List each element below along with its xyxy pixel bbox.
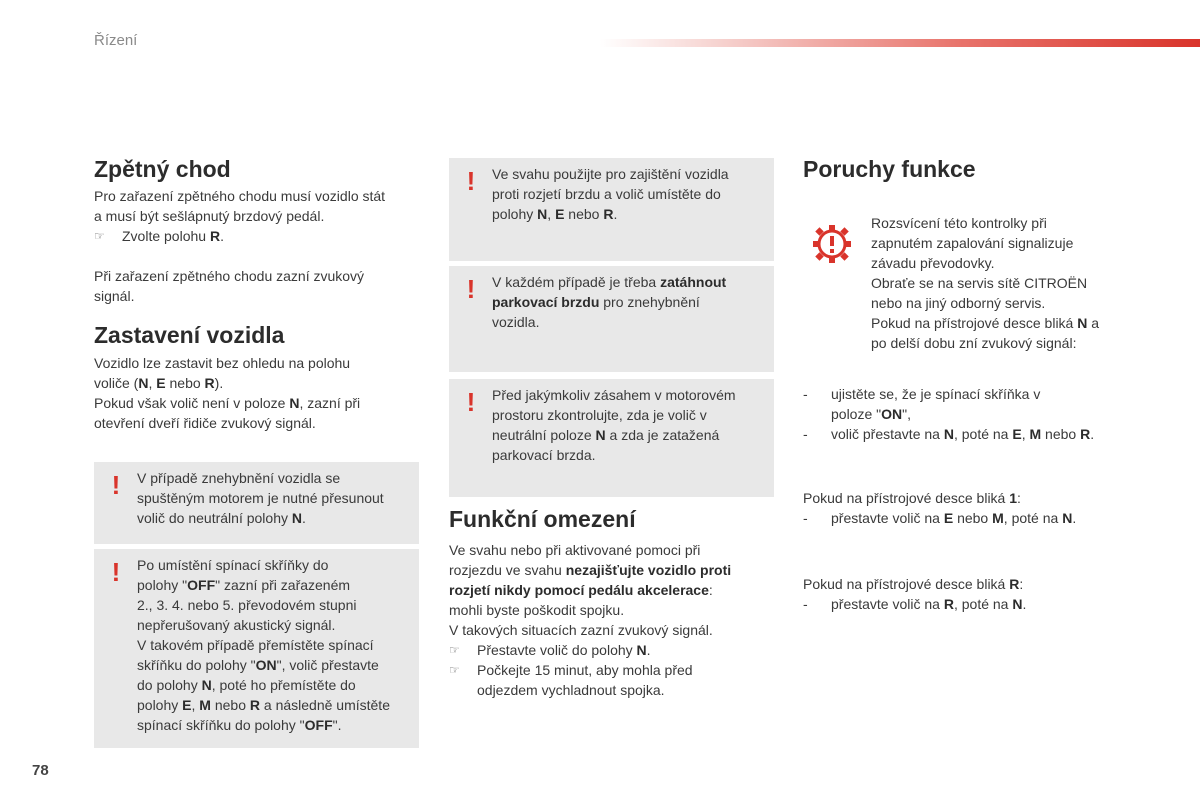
text-line: Pokud však volič není v poloze N, zazní při [94,395,361,411]
text-line: rozjezdu ve svahu nezajišťujte vozidlo proti [449,562,732,578]
list-item-text: přestavte volič na R, poté na N. [831,596,1027,612]
list-item [803,384,1143,424]
text-line: V každém případě je třeba zatáhnout [492,274,727,290]
text-line: nepřerušovaný akustický signál. [137,617,336,633]
text-line: Pokud na přístrojové desce bliká R: [803,576,1024,592]
text-line: po delší dobu zní zvukový signál: [871,335,1077,351]
dash-marker: - [803,510,808,526]
text-line: vozidla. [492,314,540,330]
text-line: polohy N, E nebo R. [492,206,618,222]
text-line: mohli byste poškodit spojku. [449,602,625,618]
warning-box [449,158,774,261]
heading-faults: Poruchy funkce [803,156,976,182]
dash-marker: - [803,596,808,612]
header-accent-bar [600,39,1200,47]
heading-stop: Zastavení vozidla [94,322,285,348]
text-line: V případě znehybnění vozidla se [137,470,341,486]
text-line: signál. [94,288,135,304]
text-line: Při zařazení zpětného chodu zazní zvukový [94,268,365,284]
text-line: proti rozjetí brzdu a volič umístěte do [492,186,721,202]
section-title: Řízení [94,32,138,49]
text-line: do polohy N, poté ho přemístěte do [137,677,356,693]
step-text: Zvolte polohu R. [122,228,224,244]
step-item [449,660,779,700]
dash-marker: - [803,426,808,442]
warning-exclamation-icon: ! [466,166,476,196]
reverse-text [94,186,424,306]
warning-box [449,379,774,497]
text-line: Před jakýmkoliv zásahem v motorovém [492,387,736,403]
text-line: voliče (N, E nebo R). [94,375,224,391]
text-line: polohy E, M nebo R a následně umístěte [137,697,390,713]
heading-reverse: Zpětný chod [94,156,231,182]
text-line: Pokud na přístrojové desce bliká N a [871,315,1100,331]
text-line: parkovací brzdu pro znehybnění [492,294,700,310]
text-line: a musí být sešlápnutý brzdový pedál. [94,208,325,224]
text-line: parkovací brzda. [492,447,596,463]
text-line: spínací skříňku do polohy "OFF". [137,717,342,733]
text-line: V takovém případě přemístěte spínací [137,637,374,653]
text-line: nebo na jiný odborný servis. [871,295,1046,311]
step-item [94,226,424,246]
text-line: Ve svahu použijte pro zajištění vozidla [492,166,729,182]
pointing-hand-icon: ☞ [449,663,460,677]
step-text: Přestavte volič do polohy N. [477,642,651,658]
text-line: zapnutém zapalování signalizuje [871,235,1074,251]
dash-marker: - [803,386,808,402]
pointing-hand-icon: ☞ [94,229,105,243]
list-item [803,424,1143,444]
warning-exclamation-icon: ! [466,387,476,417]
text-line: neutrální poloze N a zda je zatažená [492,427,720,443]
warning-box [94,462,419,544]
list-item-text: přestavte volič na E nebo M, poté na N. [831,510,1077,526]
text-line: V takových situacích zazní zvukový signál. [449,622,713,638]
text-line: otevření dveří řidiče zvukový signál. [94,415,316,431]
step-text: Počkejte 15 minut, aby mohla před odjezdem vychladnout spojka. [477,662,693,698]
faults-dash-list [803,384,1143,444]
warning-exclamation-icon: ! [111,557,121,587]
text-line: spuštěným motorem je nutné přesunout [137,490,384,506]
warning-exclamation-icon: ! [111,470,121,500]
text-line: 2., 3. 4. nebo 5. převodovém stupni [137,597,357,613]
faults-text [871,213,1191,353]
text-line: Pokud na přístrojové desce bliká 1: [803,490,1021,506]
gearbox-fault-icon [810,222,854,266]
text-line: Ve svahu nebo při aktivované pomoci při [449,542,701,558]
warning-box [94,549,419,748]
text-line: polohy "OFF" zazní při zařazeném [137,577,351,593]
step-item [449,640,779,660]
text-line: Vozidlo lze zastavit bez ohledu na polohu [94,355,351,371]
page-number: 78 [32,762,49,779]
text-line: Rozsvícení této kontrolky při [871,215,1047,231]
text-line: volič do neutrální polohy N. [137,510,306,526]
pointing-hand-icon: ☞ [449,643,460,657]
stop-text [94,353,424,433]
faults-case-r [803,574,1143,614]
text-line: Pro zařazení zpětného chodu musí vozidlo stát [94,188,386,204]
text-line: Po umístění spínací skříňky do [137,557,329,573]
list-item-text: ujistěte se, že je spínací skříňka v poloze "ON", [831,386,1041,422]
list-item [803,594,1143,614]
text-line: závadu převodovky. [871,255,995,271]
text-line: skříňku do polohy "ON", volič přestavte [137,657,379,673]
warning-box [449,266,774,372]
text-line: rozjetí nikdy pomocí pedálu akcelerace: [449,582,713,598]
text-line: prostoru zkontrolujte, zda je volič v [492,407,707,423]
list-item [803,508,1143,528]
heading-limits: Funkční omezení [449,506,636,532]
list-item-text: volič přestavte na N, poté na E, M nebo R. [831,426,1095,442]
faults-case-1 [803,488,1143,528]
text-line: Obraťe se na servis sítě CITROËN [871,275,1088,291]
warning-exclamation-icon: ! [466,274,476,304]
limits-text [449,540,779,700]
